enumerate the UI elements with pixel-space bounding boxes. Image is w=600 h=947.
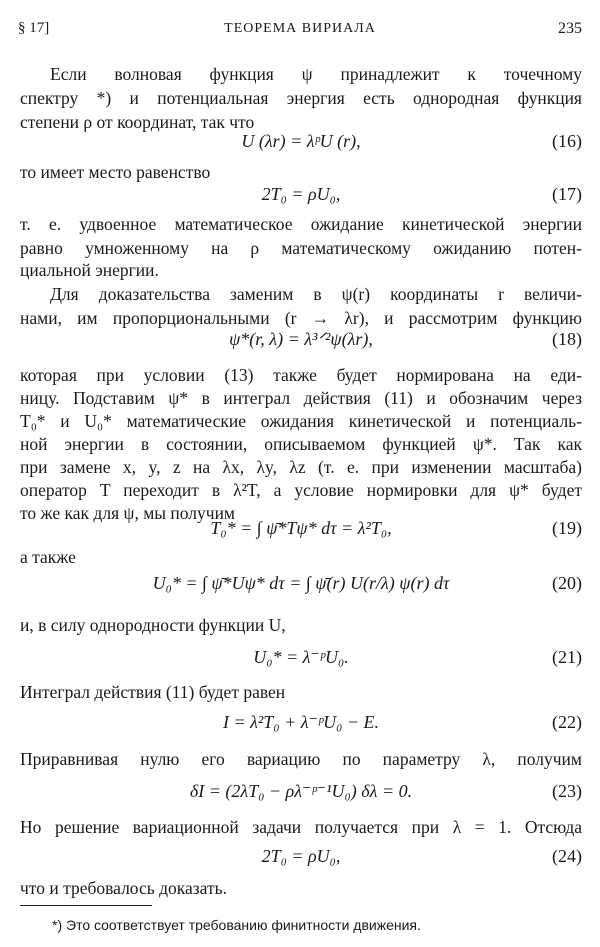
equation-number: (17) (552, 184, 582, 204)
text-line: то же как для ψ, мы получим (20, 503, 236, 523)
equation-number: (19) (552, 518, 582, 538)
equation-number: (23) (552, 781, 582, 801)
text-line: циальной энергии. (20, 260, 159, 280)
page-number: 235 (558, 20, 582, 37)
equation-formula: I = λ²T₀ + λ⁻ᵖU₀ − E. (222, 712, 380, 732)
text-line: равно умноженному на ρ математическому ожиданию потен- (20, 238, 582, 258)
text-line: то имеет место равенство (20, 162, 211, 182)
equation-number: (24) (552, 846, 582, 866)
section-marker: § 17] (18, 20, 50, 36)
text-line: которая при условии (13) также будет нормирована на еди- (20, 365, 582, 385)
text-line: Если волновая функция ψ принадлежит к точечному (50, 64, 582, 84)
text-line: Интеграл действия (11) будет равен (20, 682, 286, 702)
equation-formula: δI = (2λT₀ − ρλ⁻ᵖ⁻¹U₀) δλ = 0. (189, 781, 413, 801)
text-line: оператор T переходит в λ²T, а условие нормировки для ψ* будет (20, 480, 582, 500)
text-line: т. е. удвоенное математическое ожидание кинетической энергии (20, 214, 582, 234)
text-line: а также (20, 547, 76, 567)
equation-number: (18) (552, 329, 582, 349)
equation-formula: ψ*(r, λ) = λ³ᐟ²ψ(λr), (229, 329, 373, 349)
text-line: спектру *) и потенциальная энергия есть однородная функция (20, 88, 582, 108)
text-line: и, в силу однородности функции U, (20, 615, 286, 635)
equation-formula: T₀* = ∫ ψ̄*Tψ* dτ = λ²T₀, (210, 518, 392, 538)
equation-formula: 2T₀ = ρU₀, (261, 846, 341, 866)
equation-number: (20) (552, 573, 582, 593)
text-line: что и требовалось доказать. (20, 878, 228, 898)
text-line: T₀* и U₀* математические ожидания кинетической и потенциаль- (20, 411, 582, 431)
equation-formula: 2T₀ = ρU₀, (261, 184, 341, 204)
footnote-rule (20, 905, 152, 906)
footnote: *) Это соответствует требованию финитности движения. (52, 917, 421, 933)
equation-formula: U₀* = ∫ ψ̄*Uψ* dτ = ∫ ψ̄(r) U(r/λ) ψ(r) dτ (152, 573, 450, 593)
text-line: степени ρ от координат, так что (20, 112, 255, 132)
running-title: ТЕОРЕМА ВИРИАЛА (224, 21, 376, 36)
text-line: Для доказательства заменим в ψ(r) координаты r величи- (50, 284, 582, 304)
equation-number: (16) (552, 131, 582, 151)
equation-number: (22) (552, 712, 582, 732)
equation-number: (21) (552, 647, 582, 667)
text-line: нами, им пропорциональными (r → λr), и рассмотрим функцию (20, 308, 582, 328)
text-line: ной энергии в состоянии, описываемом функцией ψ*. Так как (20, 434, 582, 454)
text-line: Приравнивая нулю его вариацию по параметру λ, получим (20, 749, 582, 769)
equation-formula: U (λr) = λᵖU (r), (241, 131, 361, 151)
equation-formula: U₀* = λ⁻ᵖU₀. (253, 647, 349, 667)
text-line: Но решение вариационной задачи получается при λ = 1. Отсюда (20, 817, 582, 837)
text-line: ницу. Подставим ψ* в интеграл действия (11) и обозначим через (20, 388, 582, 408)
running-header (18, 20, 582, 42)
text-line: при замене x, y, z на λx, λy, λz (т. е. при изменении масштаба) (20, 457, 582, 477)
